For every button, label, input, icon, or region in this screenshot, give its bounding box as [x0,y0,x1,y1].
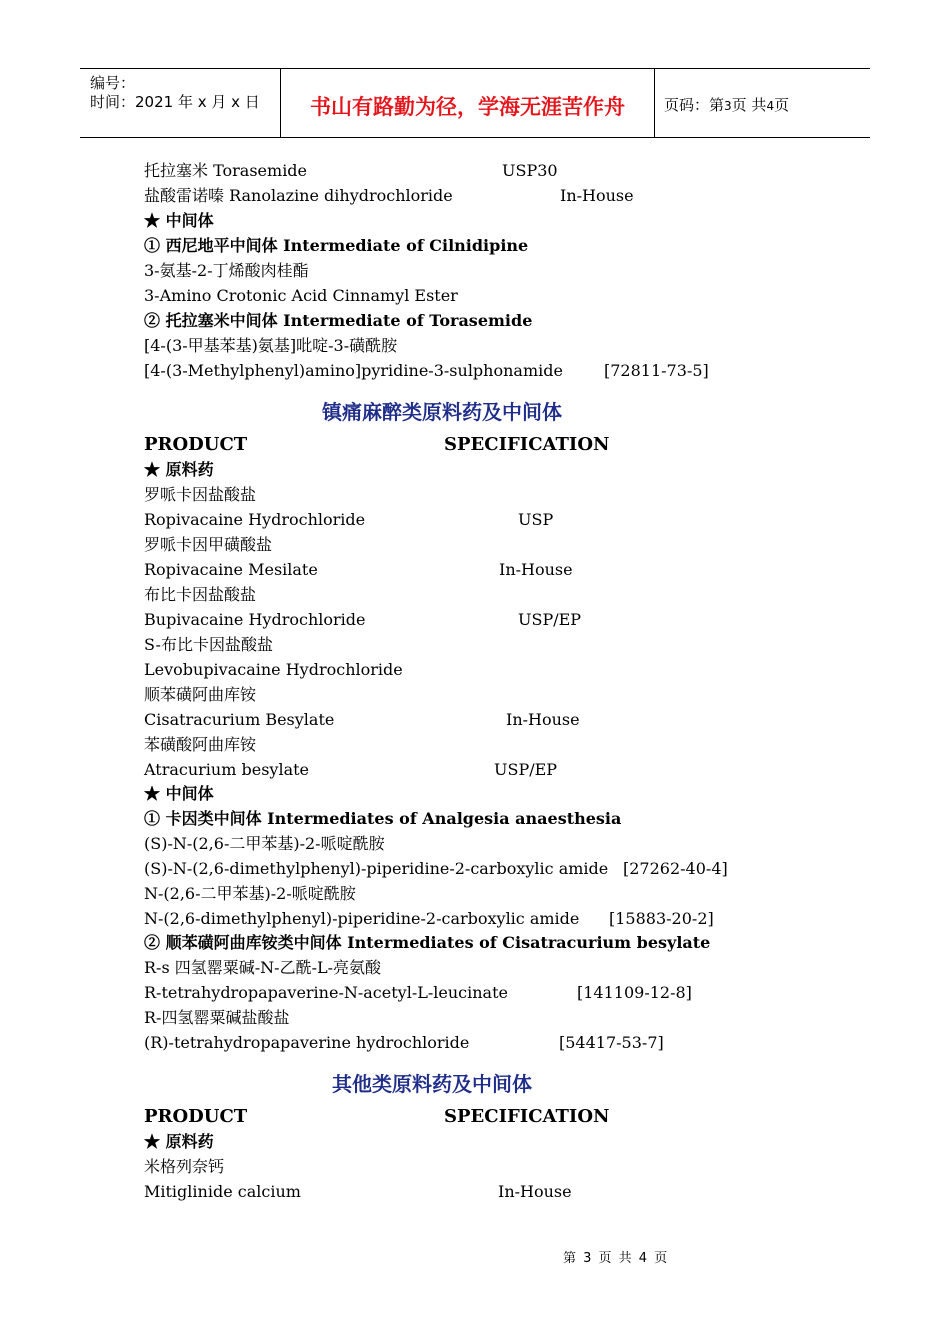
product-name-cn: 顺苯磺阿曲库铵 [144,685,257,704]
spec-column-header: SPECIFICATION [444,1106,610,1127]
product-name-en: 3-Amino Crotonic Acid Cinnamyl Ester [144,286,458,305]
cas-number: [141109-12-8] [577,983,692,1002]
page-mid: 页 共 [731,96,767,114]
section-title: 其他类原料药及中间体 [332,1072,532,1096]
product-name-cn: (S)-N-(2,6-二甲苯基)-2-哌啶酰胺 [144,834,385,853]
product-spec: USP [518,510,554,529]
product-name-en: Ropivacaine Hydrochloride [144,510,366,529]
product-spec: In-House [560,186,634,205]
spec-column-header: SPECIFICATION [444,434,610,455]
product-name-en: Atracurium besylate [144,760,309,779]
header-motto: 书山有路勤为径，学海无涯苦作舟 [310,95,625,119]
page-prefix: 页码：第 [664,96,725,114]
product-name-cn: R-四氢罂粟碱盐酸盐 [144,1008,290,1027]
section-title: 镇痛麻醉类原料药及中间体 [322,400,562,424]
header-motto-cell [281,69,655,137]
product-name-en: Cisatracurium Besylate [144,710,335,729]
product-spec: USP/EP [494,760,558,779]
page-footer: 第 3 页 共 4 页 [563,1251,668,1266]
product-column-header: PRODUCT [144,434,248,455]
header-page-cell [655,69,870,137]
product-name-cn: [4-(3-甲基苯基)氨基]吡啶-3-磺酰胺 [144,336,398,355]
doc-time-label: 时间：2021 年 x 月 x 日 [90,93,260,111]
page-current: 3 [724,99,732,113]
subsection-heading: ① 西尼地平中间体 Intermediate of Cilnidipine [144,236,529,255]
subsection-heading: ② 托拉塞米中间体 Intermediate of Torasemide [144,311,533,330]
product-name-en: (S)-N-(2,6-dimethylphenyl)-piperidine-2-carboxylic amide [144,859,609,878]
cas-number: [27262-40-4] [623,859,728,878]
product-spec: In-House [506,710,580,729]
product-column-header: PRODUCT [144,1106,248,1127]
product-name-en: (R)-tetrahydropapaverine hydrochloride [144,1033,470,1052]
product-name-en: N-(2,6-dimethylphenyl)-piperidine-2-carboxylic amide [144,909,580,928]
product-name-cn: 罗哌卡因盐酸盐 [144,485,257,504]
product-name-en: R-tetrahydropapaverine-N-acetyl-L-leucinate [144,983,508,1002]
subsection-heading: ② 顺苯磺阿曲库铵类中间体 Intermediates of Cisatracurium besylate [144,933,711,952]
api-heading: ★ 原料药 [144,1132,214,1151]
intermediates-heading: ★ 中间体 [144,211,214,230]
page-total: 4 [766,99,775,113]
product-name-en: Levobupivacaine Hydrochloride [144,660,403,679]
api-heading: ★ 原料药 [144,460,214,479]
product-name-cn: 3-氨基-2-丁烯酸肉桂酯 [144,261,309,280]
product-name-cn: 米格列奈钙 [144,1157,225,1176]
product-spec: In-House [499,560,573,579]
doc-number-label: 编号： [90,74,136,92]
product-name: 托拉塞米 Torasemide [144,161,308,180]
product-name-cn: 苯磺酸阿曲库铵 [144,735,257,754]
cas-number: [54417-53-7] [559,1033,664,1052]
subsection-heading: ① 卡因类中间体 Intermediates of Analgesia anaesthesia [144,809,622,828]
product-name-en: Bupivacaine Hydrochloride [144,610,366,629]
product-name-cn: S-布比卡因盐酸盐 [144,635,273,654]
cas-number: [72811-73-5] [604,361,709,380]
product-name-cn: N-(2,6-二甲苯基)-2-哌啶酰胺 [144,884,356,903]
product-name-en: Mitiglinide calcium [144,1182,301,1201]
header-info-cell [80,69,281,137]
product-spec: USP/EP [518,610,582,629]
page-indicator [664,94,789,115]
product-spec: USP30 [502,161,558,180]
page-header [80,68,870,138]
product-name-en: Ropivacaine Mesilate [144,560,318,579]
product-name-en: [4-(3-Methylphenyl)amino]pyridine-3-sulphonamide [144,361,563,380]
product-name-cn: R-s 四氢罂粟碱-N-乙酰-L-亮氨酸 [144,958,382,977]
product-name-cn: 罗哌卡因甲磺酸盐 [144,535,273,554]
page-suffix: 页 [774,96,790,114]
product-name-cn: 布比卡因盐酸盐 [144,585,257,604]
cas-number: [15883-20-2] [609,909,714,928]
intermediates-heading: ★ 中间体 [144,784,214,803]
product-name: 盐酸雷诺嗪 Ranolazine dihydrochloride [144,186,453,205]
product-spec: In-House [498,1182,572,1201]
